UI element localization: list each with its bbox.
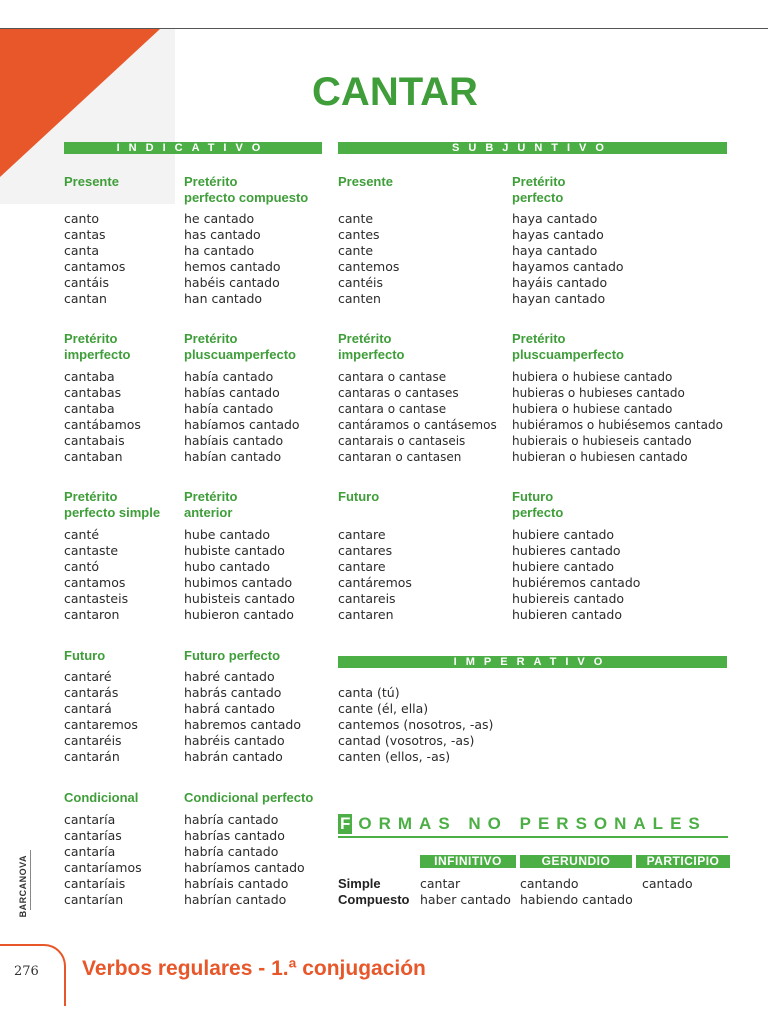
ind-perfecto-simple-forms: [64, 527, 128, 623]
verb-form: cante: [338, 211, 374, 226]
verb-form: habréis cantado: [184, 733, 285, 748]
verb-form: habrías cantado: [184, 828, 285, 843]
ind-presente-heading: Presente: [64, 174, 119, 189]
verb-form: hubieren cantado: [512, 607, 622, 622]
formas-underline: [338, 836, 728, 838]
verb-form: he cantado: [184, 211, 255, 226]
verb-form: cantéis: [338, 275, 384, 290]
sub-perfecto-forms: [512, 211, 624, 307]
verb-form: habría cantado: [184, 844, 279, 859]
sub-futuro-perfecto-forms: [512, 527, 640, 623]
sub-futuro-heading: Futuro: [338, 489, 380, 504]
imperativo-bar: IMPERATIVO: [338, 656, 727, 668]
infinitivo-compuesto: haber cantado: [420, 892, 511, 907]
verb-form: habrá cantado: [184, 701, 275, 716]
ind-presente-forms: [64, 211, 125, 307]
spine-rule: [30, 850, 31, 910]
verb-form: cantáremos: [338, 575, 412, 590]
verb-form: hube cantado: [184, 527, 271, 542]
ind-futuro-perfecto-heading: Futuro perfecto: [184, 648, 281, 663]
verb-form: cantara o cantase: [338, 402, 447, 416]
verb-form: cantarían: [64, 892, 124, 907]
verb-form: habré cantado: [184, 669, 275, 684]
gerundio-compuesto: habiendo cantado: [520, 892, 633, 907]
verb-form: cantáramos o cantásemos: [338, 418, 497, 432]
formas-initial: F: [340, 814, 351, 833]
verb-form: canté: [64, 527, 100, 542]
compuesto-label: Compuesto: [338, 892, 410, 907]
participio-header: PARTICIPIO: [636, 855, 730, 868]
verb-form: canta: [64, 243, 100, 258]
verb-form: hubiere cantado: [512, 559, 615, 574]
ind-condicional-perfecto-forms: [184, 812, 305, 908]
verb-form: haya cantado: [512, 243, 598, 258]
verb-form: cantarais o cantaseis: [338, 434, 466, 448]
indicativo-bar: INDICATIVO: [64, 142, 322, 154]
verb-form: cantó: [64, 559, 100, 574]
verb-form: hayamos cantado: [512, 259, 624, 274]
infinitivo-simple: cantar: [420, 876, 461, 891]
verb-form: habías cantado: [184, 385, 280, 400]
verb-form: cantaban: [64, 449, 123, 464]
verb-form: cantaríais: [64, 876, 126, 891]
verb-form: habéis cantado: [184, 275, 280, 290]
ind-futuro-forms: [64, 669, 138, 765]
verb-form: cantaba: [64, 401, 115, 416]
verb-form: hubiere cantado: [512, 527, 615, 542]
verb-form: cantáis: [64, 275, 110, 290]
verb-form: hubieron cantado: [184, 607, 294, 622]
sub-pluscuamperfecto-heading: Pretérito pluscuamperfecto: [512, 331, 624, 362]
verb-form: ha cantado: [184, 243, 255, 258]
verb-form: cantad (vosotros, -as): [338, 733, 475, 748]
verb-form: cantareis: [338, 591, 396, 606]
page-number: 276: [14, 964, 39, 979]
verb-form: había cantado: [184, 369, 274, 384]
verb-form: cantasteis: [64, 591, 129, 606]
verb-form: hayan cantado: [512, 291, 606, 306]
verb-form: cantaréis: [64, 733, 122, 748]
formas-rest: ORMAS NO PERSONALES: [358, 814, 707, 833]
publisher-logo: BARCANOVA: [18, 855, 28, 918]
verb-form: hubierais o hubieseis cantado: [512, 434, 692, 448]
verb-form: cantaste: [64, 543, 119, 558]
ind-condicional-forms: [64, 812, 142, 908]
verb-form: cantaran o cantasen: [338, 450, 462, 464]
verb-form: habríamos cantado: [184, 860, 305, 875]
verb-form: hubieras o hubieses cantado: [512, 386, 685, 400]
ind-imperfecto-heading: Pretérito imperfecto: [64, 331, 131, 362]
sub-futuro-forms: [338, 527, 412, 623]
sub-presente-heading: Presente: [338, 174, 393, 189]
verb-form: hubo cantado: [184, 559, 270, 574]
verb-form: habrán cantado: [184, 749, 283, 764]
ind-perfecto-compuesto-heading: Pretérito perfecto compuesto: [184, 174, 309, 205]
verb-form: cantares: [338, 543, 393, 558]
gerundio-simple: cantando: [520, 876, 579, 891]
verb-form: canten (ellos, -as): [338, 749, 451, 764]
ind-imperfecto-forms: [64, 369, 141, 465]
verb-form: habremos cantado: [184, 717, 301, 732]
ind-anterior-heading: Pretérito anterior: [184, 489, 238, 520]
ind-condicional-heading: Condicional: [64, 790, 139, 805]
verb-form: cantas: [64, 227, 106, 242]
verb-form: hubiera o hubiese cantado: [512, 370, 673, 384]
verb-form: cante (él, ella): [338, 701, 429, 716]
verb-form: cantaremos: [64, 717, 138, 732]
verb-form: cantaba: [64, 369, 115, 384]
verb-form: habían cantado: [184, 449, 282, 464]
verb-form: cantarías: [64, 828, 122, 843]
verb-form: cantabais: [64, 433, 125, 448]
verb-form: habría cantado: [184, 812, 279, 827]
verb-form: hubiste cantado: [184, 543, 285, 558]
verb-form: cantarán: [64, 749, 120, 764]
verb-form: cantare: [338, 527, 386, 542]
ind-futuro-heading: Futuro: [64, 648, 106, 663]
verb-form: cantaren: [338, 607, 394, 622]
verb-form: cantemos (nosotros, -as): [338, 717, 494, 732]
verb-form: hayáis cantado: [512, 275, 608, 290]
verb-form: había cantado: [184, 401, 274, 416]
verb-form: cantan: [64, 291, 107, 306]
verb-form: haya cantado: [512, 211, 598, 226]
ind-pluscuamperfecto-heading: Pretérito pluscuamperfecto: [184, 331, 296, 362]
sub-futuro-perfecto-heading: Futuro perfecto: [512, 489, 564, 520]
verb-form: cantábamos: [64, 417, 141, 432]
verb-form: cantaría: [64, 812, 116, 827]
sub-imperfecto-heading: Pretérito imperfecto: [338, 331, 405, 362]
ind-anterior-forms: [184, 527, 295, 623]
verb-form: canta (tú): [338, 685, 400, 700]
verb-form: cantaron: [64, 607, 120, 622]
verb-form: hubieran o hubiesen cantado: [512, 450, 688, 464]
verb-form: hemos cantado: [184, 259, 281, 274]
verb-form: hubiéramos o hubiésemos cantado: [512, 418, 723, 432]
sub-imperfecto-forms: [338, 369, 497, 465]
verb-form: habrás cantado: [184, 685, 282, 700]
subjuntivo-bar: SUBJUNTIVO: [338, 142, 727, 154]
ind-perfecto-simple-heading: Pretérito perfecto simple: [64, 489, 161, 520]
ind-condicional-perfecto-heading: Condicional perfecto: [184, 790, 314, 805]
verb-form: hubieres cantado: [512, 543, 621, 558]
sub-pluscuamperfecto-forms: [512, 369, 723, 465]
sub-perfecto-heading: Pretérito perfecto: [512, 174, 566, 205]
formas-no-personales-heading: [338, 814, 707, 834]
verb-form: han cantado: [184, 291, 263, 306]
footer-title: Verbos regulares - 1.ª conjugación: [82, 957, 426, 980]
gerundio-header: GERUNDIO: [520, 855, 632, 868]
verb-form: hayas cantado: [512, 227, 604, 242]
verb-form: cantemos: [338, 259, 400, 274]
verb-form: cantamos: [64, 259, 126, 274]
verb-form: hubiéremos cantado: [512, 575, 641, 590]
verb-form: habrían cantado: [184, 892, 287, 907]
verb-form: habríais cantado: [184, 876, 289, 891]
verb-form: habíais cantado: [184, 433, 284, 448]
verb-form: cantamos: [64, 575, 126, 590]
verb-form: habíamos cantado: [184, 417, 300, 432]
verb-form: hubiereis cantado: [512, 591, 625, 606]
verb-form: cantaríamos: [64, 860, 142, 875]
verb-form: cantabas: [64, 385, 122, 400]
ind-pluscuamperfecto-forms: [184, 369, 300, 465]
verb-form: cantará: [64, 701, 112, 716]
verb-form: canten: [338, 291, 381, 306]
participio: cantado: [642, 876, 693, 891]
ind-futuro-perfecto-forms: [184, 669, 301, 765]
verb-form: cante: [338, 243, 374, 258]
verb-form: cantaría: [64, 844, 116, 859]
verb-form: cantara o cantase: [338, 370, 447, 384]
verb-form: cantarás: [64, 685, 119, 700]
verb-form: cantes: [338, 227, 380, 242]
verb-form: cantaras o cantases: [338, 386, 459, 400]
imperativo-forms: [338, 685, 493, 765]
verb-form: hubisteis cantado: [184, 591, 295, 606]
verb-form: hubiera o hubiese cantado: [512, 402, 673, 416]
simple-label: Simple: [338, 876, 381, 891]
sub-presente-forms: [338, 211, 399, 307]
verb-form: has cantado: [184, 227, 261, 242]
verb-form: cantare: [338, 559, 386, 574]
page-title: CANTAR: [312, 70, 478, 114]
verb-form: hubimos cantado: [184, 575, 293, 590]
verb-form: cantaré: [64, 669, 112, 684]
ind-perfecto-compuesto-forms: [184, 211, 281, 307]
infinitivo-header: INFINITIVO: [420, 855, 516, 868]
verb-form: canto: [64, 211, 100, 226]
